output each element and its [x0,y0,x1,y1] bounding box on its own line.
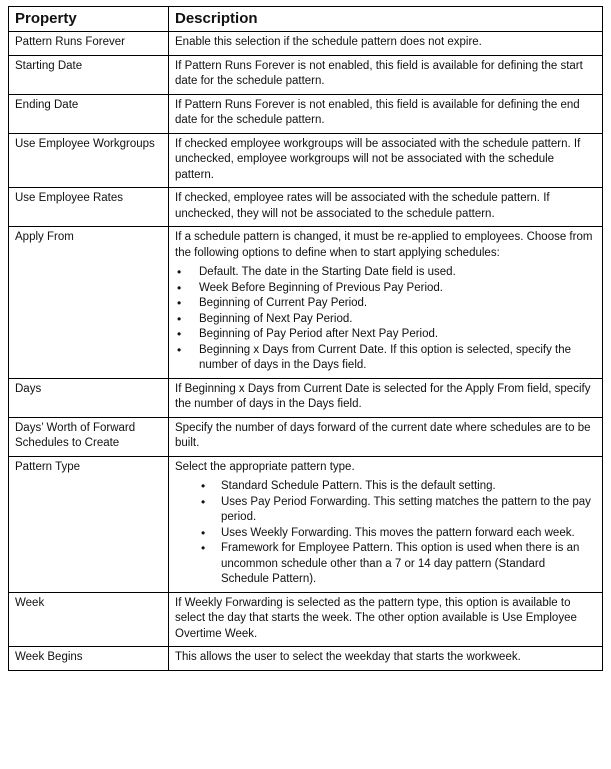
description-cell: If checked, employee rates will be associated with the schedule pattern. If unchecked, they will not be associated to the schedule pattern. [169,188,603,227]
table-row [9,188,603,227]
property-cell: Pattern Type [9,456,169,592]
property-cell: Use Employee Rates [9,188,169,227]
description-cell [169,456,603,592]
table-row [9,592,603,647]
list-item: • Beginning x Days from Current Date. If this option is selected, specify the number of days in the Days field. [175,343,596,374]
property-cell: Days [9,378,169,417]
list-item: • Default. The date in the Starting Date field is used. [175,265,596,281]
property-cell: Week [9,592,169,647]
description-cell: If Weekly Forwarding is selected as the pattern type, this option is available to select the day that starts the week. The other option available is Use Employee Overtime Week. [169,592,603,647]
property-cell: Ending Date [9,94,169,133]
description-cell: If Pattern Runs Forever is not enabled, this field is available for defining the start date for the schedule pattern. [169,55,603,94]
table-row [9,378,603,417]
pattern-type-options-list [175,479,596,588]
list-item: • Standard Schedule Pattern. This is the default setting. [175,479,596,495]
description-cell: Enable this selection if the schedule pattern does not expire. [169,32,603,56]
description-text: If a schedule pattern is changed, it must be re-applied to employees. Choose from the following options to define when to start applying schedules: [175,231,593,259]
property-cell: Pattern Runs Forever [9,32,169,56]
description-cell: If Pattern Runs Forever is not enabled, this field is available for defining the end date for the schedule pattern. [169,94,603,133]
table-row [9,227,603,379]
table-row [9,647,603,671]
table-row [9,55,603,94]
list-item: • Beginning of Pay Period after Next Pay Period. [175,327,596,343]
property-cell: Use Employee Workgroups [9,133,169,188]
property-cell: Days’ Worth of Forward Schedules to Create [9,417,169,456]
description-cell: If checked employee workgroups will be associated with the schedule pattern. If unchecked, employee workgroups will not be associated with the schedule pattern. [169,133,603,188]
property-cell: Apply From [9,227,169,379]
table-row [9,32,603,56]
property-cell: Starting Date [9,55,169,94]
description-cell: This allows the user to select the weekday that starts the workweek. [169,647,603,671]
table-header-row [9,7,603,32]
table-row [9,417,603,456]
description-cell: Specify the number of days forward of the current date where schedules are to be built. [169,417,603,456]
property-description-document [8,6,602,671]
list-item: • Week Before Beginning of Previous Pay Period. [175,281,596,297]
description-cell: If Beginning x Days from Current Date is selected for the Apply From field, specify the number of days in the Days field. [169,378,603,417]
header-property: Property [9,7,169,32]
list-item: • Uses Pay Period Forwarding. This setting matches the pattern to the pay period. [175,495,596,526]
table-row [9,456,603,592]
list-item: • Uses Weekly Forwarding. This moves the pattern forward each week. [175,526,596,542]
list-item: • Framework for Employee Pattern. This option is used when there is an uncommon schedule other than a 7 or 14 day pattern (Standard Schedule Pattern). [175,541,596,588]
apply-from-options-list [175,265,596,374]
list-item: • Beginning of Current Pay Period. [175,296,596,312]
property-cell: Week Begins [9,647,169,671]
table-row [9,94,603,133]
table-row [9,133,603,188]
description-cell [169,227,603,379]
property-table [8,6,603,671]
list-item: • Beginning of Next Pay Period. [175,312,596,328]
description-text: Select the appropriate pattern type. [175,460,355,473]
header-description: Description [169,7,603,32]
